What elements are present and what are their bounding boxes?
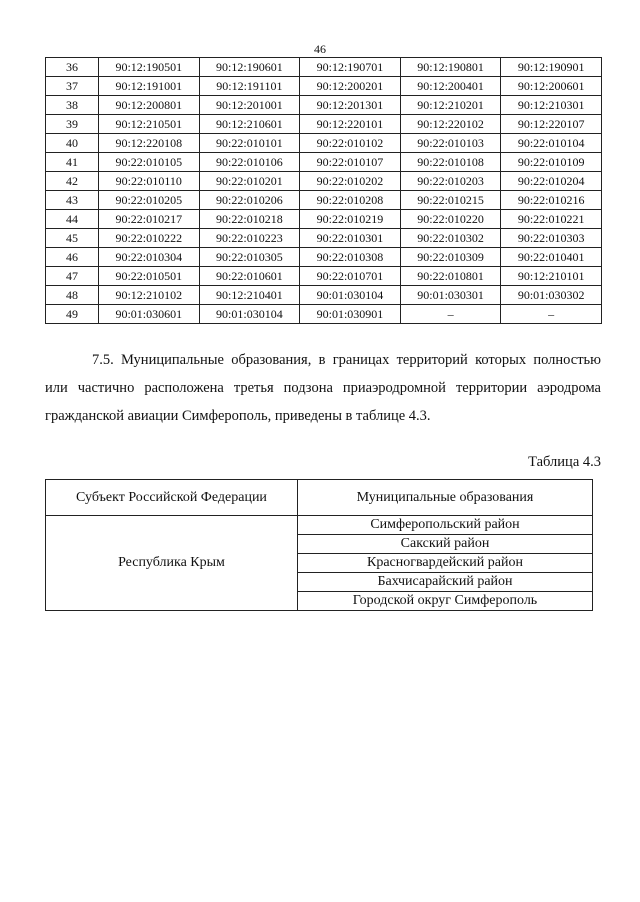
row-number-cell: 39 [46, 115, 99, 134]
cadastral-number-cell: 90:12:190801 [400, 58, 501, 77]
cadastral-number-cell: 90:22:010501 [99, 267, 200, 286]
cadastral-number-cell: 90:12:210601 [199, 115, 300, 134]
cadastral-number-cell: 90:12:210101 [501, 267, 602, 286]
cadastral-number-cell: 90:12:200801 [99, 96, 200, 115]
table-row [46, 134, 602, 153]
table-row [46, 305, 602, 324]
table-row [46, 210, 602, 229]
cadastral-number-cell: 90:01:030104 [199, 305, 300, 324]
cadastral-number-cell: 90:01:030104 [300, 286, 401, 305]
cadastral-number-cell: 90:12:200401 [400, 77, 501, 96]
header-municipalities: Муниципальные образования [298, 480, 593, 516]
paragraph-line: 7.5. Муниципальные образования, в границах территорий которых полностью [92, 352, 601, 368]
cadastral-number-cell: 90:22:010601 [199, 267, 300, 286]
subject-cell: Республика Крым [46, 516, 298, 611]
row-number-cell: 43 [46, 191, 99, 210]
paragraph-line: или частично расположена третья подзона приаэродромной территории аэродрома [45, 380, 601, 396]
cadastral-number-cell: 90:01:030601 [99, 305, 200, 324]
cadastral-number-cell: 90:22:010204 [501, 172, 602, 191]
cadastral-number-cell: 90:22:010215 [400, 191, 501, 210]
table-row [46, 58, 602, 77]
cadastral-number-cell: 90:22:010305 [199, 248, 300, 267]
municipality-cell: Симферопольский район [298, 516, 593, 535]
cadastral-number-cell: 90:12:220107 [501, 115, 602, 134]
table-row [46, 248, 602, 267]
cadastral-number-cell: 90:22:010208 [300, 191, 401, 210]
row-number-cell: 49 [46, 305, 99, 324]
cadastral-number-cell: 90:22:010218 [199, 210, 300, 229]
cadastral-number-cell: 90:22:010206 [199, 191, 300, 210]
cadastral-number-cell: 90:12:190601 [199, 58, 300, 77]
cadastral-number-cell: 90:22:010105 [99, 153, 200, 172]
cadastral-number-cell: 90:22:010203 [400, 172, 501, 191]
cadastral-number-cell: 90:01:030901 [300, 305, 401, 324]
cadastral-number-cell: 90:12:220108 [99, 134, 200, 153]
cadastral-number-cell: 90:12:191001 [99, 77, 200, 96]
cadastral-number-cell: 90:12:210301 [501, 96, 602, 115]
cadastral-number-cell: 90:12:200601 [501, 77, 602, 96]
cadastral-number-cell: 90:22:010216 [501, 191, 602, 210]
cadastral-number-cell: 90:22:010302 [400, 229, 501, 248]
row-number-cell: 47 [46, 267, 99, 286]
cadastral-number-cell: 90:22:010219 [300, 210, 401, 229]
table-row [46, 229, 602, 248]
cadastral-number-cell: 90:22:010304 [99, 248, 200, 267]
cadastral-number-cell: 90:22:010201 [199, 172, 300, 191]
cadastral-number-cell: 90:22:010110 [99, 172, 200, 191]
table-row [46, 267, 602, 286]
cadastral-number-cell: 90:22:010107 [300, 153, 401, 172]
cadastral-number-cell: 90:12:210102 [99, 286, 200, 305]
table-row [46, 516, 593, 535]
row-number-cell: 41 [46, 153, 99, 172]
cadastral-number-cell: 90:22:010109 [501, 153, 602, 172]
row-number-cell: 36 [46, 58, 99, 77]
cadastral-number-cell: 90:12:220102 [400, 115, 501, 134]
row-number-cell: 40 [46, 134, 99, 153]
municipality-cell: Красногвардейский район [298, 554, 593, 573]
cadastral-number-cell: 90:22:010223 [199, 229, 300, 248]
cadastral-number-cell: 90:12:210501 [99, 115, 200, 134]
table-header-row [46, 480, 593, 516]
cadastral-number-cell: 90:22:010309 [400, 248, 501, 267]
cadastral-number-cell: 90:22:010401 [501, 248, 602, 267]
paragraph-7-5 [45, 346, 601, 430]
cadastral-number-cell: 90:22:010303 [501, 229, 602, 248]
cadastral-number-cell: 90:12:190901 [501, 58, 602, 77]
cadastral-number-cell: 90:12:220101 [300, 115, 401, 134]
row-number-cell: 37 [46, 77, 99, 96]
cadastral-number-cell: 90:01:030301 [400, 286, 501, 305]
table-row [46, 153, 602, 172]
cadastral-number-cell: 90:22:010103 [400, 134, 501, 153]
cadastral-table [45, 57, 602, 324]
row-number-cell: 45 [46, 229, 99, 248]
table-row [46, 191, 602, 210]
header-subject: Субъект Российской Федерации [46, 480, 298, 516]
row-number-cell: 42 [46, 172, 99, 191]
cadastral-number-cell: 90:22:010222 [99, 229, 200, 248]
municipality-cell: Сакский район [298, 535, 593, 554]
cadastral-number-cell: 90:12:190501 [99, 58, 200, 77]
table-row [46, 286, 602, 305]
cadastral-number-cell: – [400, 305, 501, 324]
cadastral-number-cell: 90:22:010102 [300, 134, 401, 153]
cadastral-number-cell: 90:12:201301 [300, 96, 401, 115]
municipal-table [45, 479, 593, 611]
cadastral-number-cell: 90:22:010104 [501, 134, 602, 153]
cadastral-number-cell: 90:12:201001 [199, 96, 300, 115]
cadastral-number-cell: 90:22:010801 [400, 267, 501, 286]
table-row [46, 96, 602, 115]
cadastral-number-cell: 90:22:010106 [199, 153, 300, 172]
cadastral-number-cell: 90:01:030302 [501, 286, 602, 305]
cadastral-number-cell: 90:22:010205 [99, 191, 200, 210]
cadastral-number-cell: 90:12:210201 [400, 96, 501, 115]
municipality-cell: Бахчисарайский район [298, 573, 593, 592]
row-number-cell: 46 [46, 248, 99, 267]
row-number-cell: 38 [46, 96, 99, 115]
page-number: 46 [314, 42, 326, 56]
cadastral-table-body [46, 58, 602, 324]
row-number-cell: 48 [46, 286, 99, 305]
cadastral-number-cell: 90:12:210401 [199, 286, 300, 305]
cadastral-number-cell: 90:22:010308 [300, 248, 401, 267]
table-row [46, 115, 602, 134]
cadastral-number-cell: 90:22:010202 [300, 172, 401, 191]
table-caption: Таблица 4.3 [528, 454, 601, 470]
cadastral-number-cell: 90:22:010221 [501, 210, 602, 229]
table-row [46, 77, 602, 96]
table-row [46, 172, 602, 191]
cadastral-number-cell: 90:22:010217 [99, 210, 200, 229]
cadastral-number-cell: 90:22:010301 [300, 229, 401, 248]
cadastral-number-cell: 90:22:010220 [400, 210, 501, 229]
cadastral-number-cell: 90:22:010101 [199, 134, 300, 153]
cadastral-number-cell: 90:12:200201 [300, 77, 401, 96]
cadastral-number-cell: – [501, 305, 602, 324]
cadastral-number-cell: 90:12:191101 [199, 77, 300, 96]
cadastral-number-cell: 90:12:190701 [300, 58, 401, 77]
row-number-cell: 44 [46, 210, 99, 229]
municipality-cell: Городской округ Симферополь [298, 592, 593, 611]
cadastral-number-cell: 90:22:010701 [300, 267, 401, 286]
cadastral-number-cell: 90:22:010108 [400, 153, 501, 172]
paragraph-line: гражданской авиации Симферополь, приведены в таблице 4.3. [45, 408, 431, 424]
